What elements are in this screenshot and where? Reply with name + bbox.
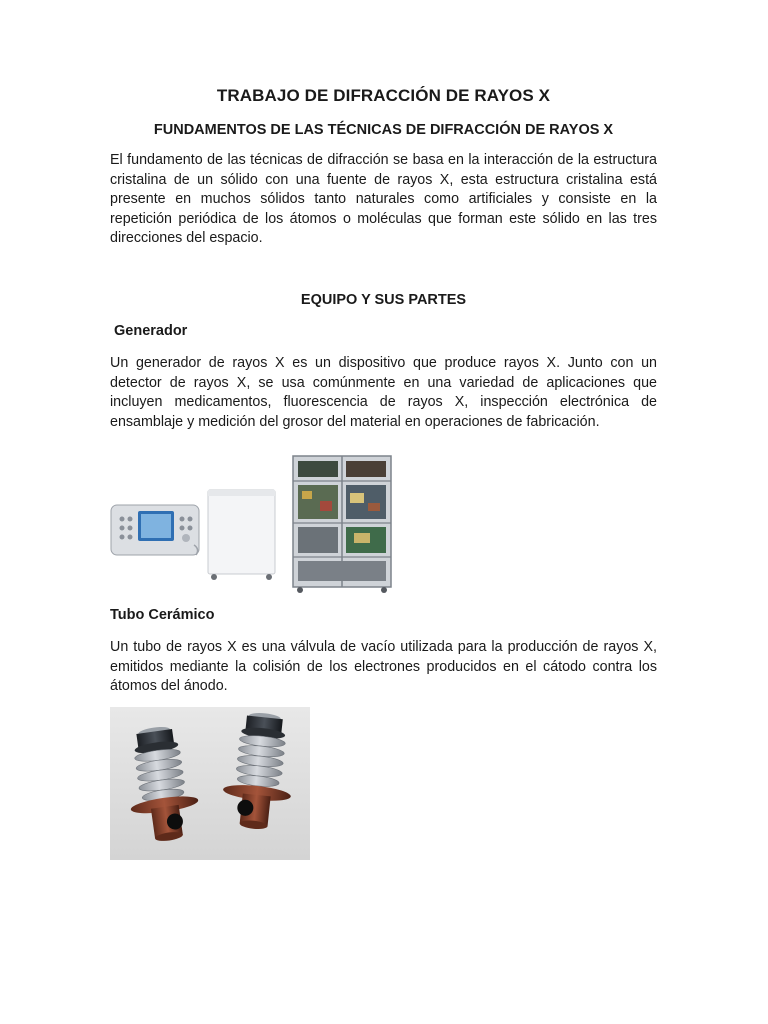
- control-panel-image: [111, 505, 199, 555]
- tube-paragraph: Un tubo de rayos X es una válvula de vacío utilizada para la producción de rayos X, emitidos mediante la colisión de los electrones producidos en el cátodo contra los átomos del ánodo.: [110, 639, 657, 694]
- document-title: TRABAJO DE DIFRACCIÓN DE RAYOS X: [216, 86, 551, 105]
- section-title-fundamentos: FUNDAMENTOS DE LAS TÉCNICAS DE DIFRACCIÓN DE RAYOS X: [153, 122, 614, 138]
- ceramic-tube-image: [110, 707, 310, 860]
- intro-paragraph: El fundamento de las técnicas de difracción se basa en la interacción de la estructura cristalina de un sólido con una fuente de rayos X, esta estructura cristalina está presente en muchos sólidos tanto naturales como artificiales y consiste en la repetición periódica de los átomos o moléculas que forman este sólido en las tres direcciones del espacio.: [110, 152, 657, 246]
- generator-cabinet-image: [208, 490, 275, 580]
- generator-paragraph: Un generador de rayos X es un dispositivo que produce rayos X. Junto con un detector de rayos X, se usa comúnmente en una variedad de aplicaciones que incluyen medicamentos, fluorescencia de rayos X, inspección electrónica de ensamblaje y medición del grosor del material en operaciones de fabricación.: [110, 355, 657, 430]
- section-title-equipo: EQUIPO Y SUS PARTES: [300, 292, 467, 308]
- generator-equipment-image: [110, 441, 392, 595]
- generator-heading: Generador: [114, 323, 188, 339]
- tube-heading: Tubo Cerámico: [110, 607, 215, 623]
- electronics-rack-image: [293, 456, 391, 593]
